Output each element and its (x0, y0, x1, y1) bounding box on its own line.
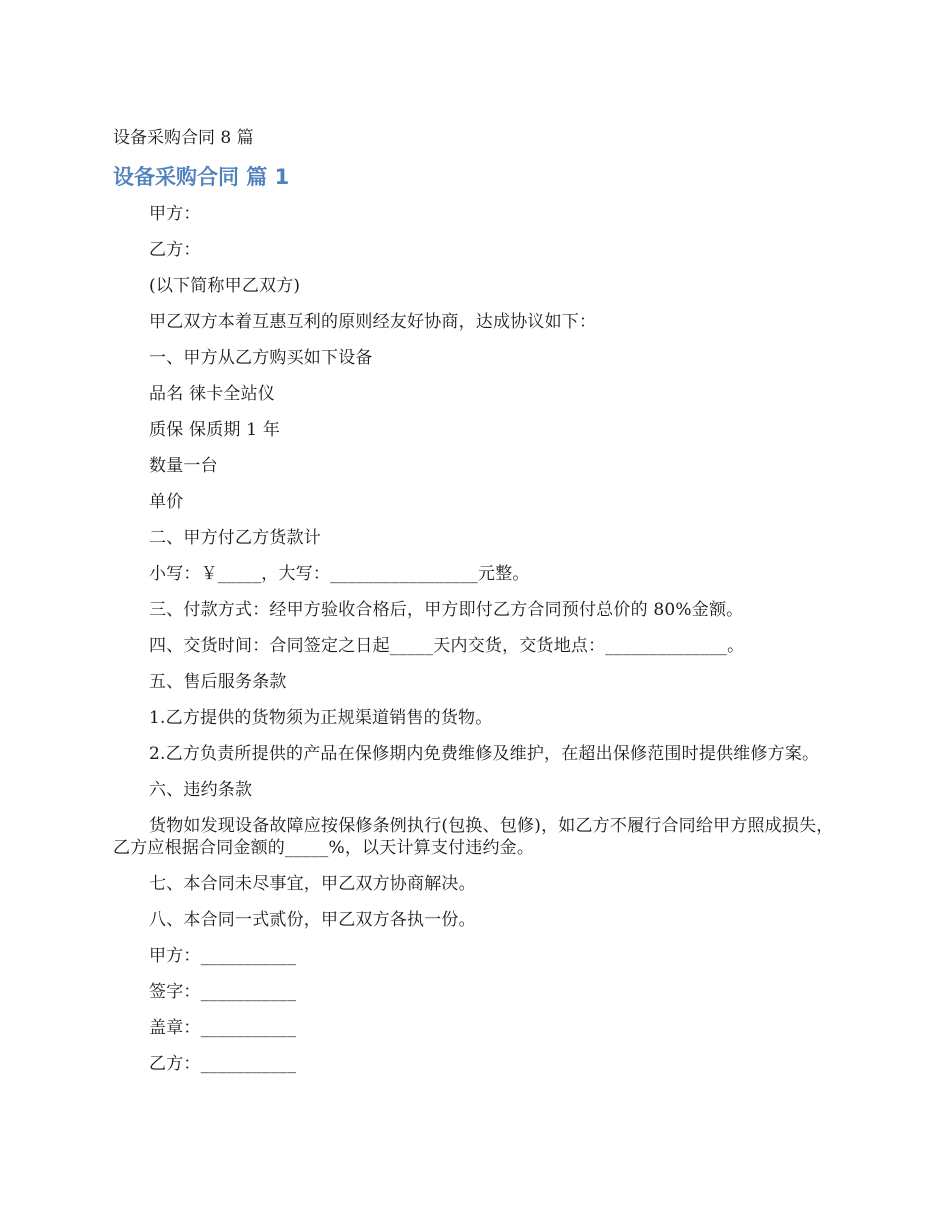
clause-6-heading: 六、违约条款 (149, 780, 253, 800)
clause-2-heading: 二、甲方付乙方货款计 (149, 528, 321, 548)
clause-4-delivery: 四、交货时间：合同签定之日起_____天内交货，交货地点：______________。 (149, 636, 745, 656)
signature-sign: 签字：___________ (149, 982, 297, 1002)
amount-line: 小写：￥_____，大写：_________________元整。 (149, 564, 530, 584)
clause-7: 七、本合同未尽事宜，甲乙双方协商解决。 (149, 874, 476, 894)
product-name: 品名 徕卡全站仪 (149, 384, 276, 404)
signature-seal: 盖章：___________ (149, 1018, 297, 1038)
clause-8: 八、本合同一式贰份，甲乙双方各执一份。 (149, 910, 476, 930)
clause-3-payment: 三、付款方式：经甲方验收合格后，甲方即付乙方合同预付总价的 80%金额。 (149, 600, 744, 620)
document-title: 设备采购合同 8 篇 (113, 128, 254, 148)
signature-party-a: 甲方：___________ (149, 946, 297, 966)
quantity: 数量一台 (149, 456, 218, 476)
clause-5-heading: 五、售后服务条款 (149, 672, 287, 692)
clause-1-heading: 一、甲方从乙方购买如下设备 (149, 348, 373, 368)
section-heading: 设备采购合同 篇 1 (113, 165, 290, 189)
unit-price: 单价 (149, 492, 184, 512)
service-item-2: 2.乙方负责所提供的产品在保修期内免费维修及维护，在超出保修范围时提供维修方案。 (149, 744, 820, 764)
warranty: 质保 保质期 1 年 (149, 420, 281, 440)
party-b-line: 乙方： (149, 240, 201, 260)
document-body (113, 203, 837, 1089)
party-a-line: 甲方： (149, 204, 201, 224)
breach-terms: 货物如发现设备故障应按保修条例执行(包换、包修)，如乙方不履行合同给甲方照成损失，乙方应根据合同金额的_____%，以天计算支付违约金。 (113, 816, 834, 858)
signature-party-b: 乙方：___________ (149, 1054, 297, 1074)
agreement-intro: 甲乙双方本着互惠互利的原则经友好协商，达成协议如下： (149, 312, 597, 332)
service-item-1: 1.乙方提供的货物须为正规渠道销售的货物。 (149, 708, 493, 728)
abbreviation-note: (以下简称甲乙双方) (149, 276, 301, 296)
